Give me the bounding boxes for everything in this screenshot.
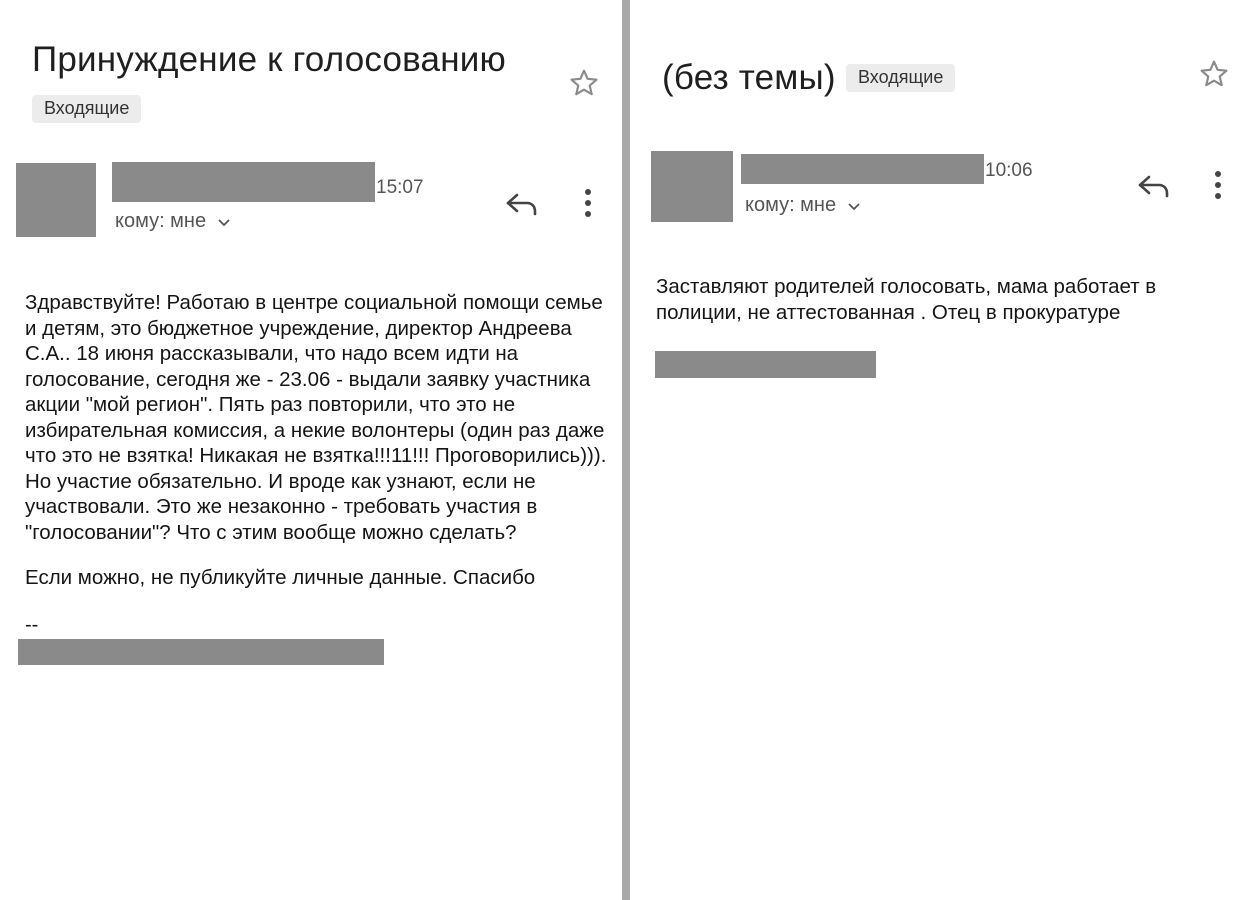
email-subject: Принуждение к голосованию (32, 40, 506, 79)
more-vert-icon (1213, 170, 1223, 200)
email-subject: (без темы) (662, 58, 836, 97)
signature-redacted (18, 639, 384, 665)
body-paragraph: Заставляют родителей голосовать, мама работает в полиции, не аттестованная . Отец в прокуратуре (656, 275, 1157, 324)
recipient-text: кому: мне (745, 194, 837, 216)
reply-icon (1137, 172, 1171, 200)
email-body (25, 290, 610, 591)
signature-separator: -- (25, 614, 39, 636)
email-time: 10:06 (985, 160, 1033, 181)
sender-avatar[interactable] (16, 163, 96, 237)
panel-divider (622, 0, 630, 900)
email-view-left (0, 0, 622, 900)
recipient-text: кому: мне (115, 210, 207, 232)
star-icon[interactable] (1198, 58, 1230, 90)
recipient-details-toggle[interactable] (745, 194, 862, 217)
inbox-label-chip[interactable]: Входящие (32, 95, 141, 123)
reply-button[interactable] (1136, 168, 1172, 204)
signature-redacted (655, 351, 876, 378)
reply-button[interactable] (504, 186, 540, 222)
reply-icon (505, 190, 539, 218)
sender-name-redacted[interactable] (112, 162, 375, 202)
recipient-details-toggle[interactable] (115, 210, 232, 233)
body-paragraph: Здравствуйте! Работаю в центре социальной помощи семье и детям, это бюджетное учреждение, директор Андреева С.А.. 18 июня рассказывали, что надо всем идти на голосование, сегодня же - 23.06 - выдали заявку участника акции "мой регион". Пять раз повторили, что это не избирательная комиссия, а некие волонтеры (один раз даже что это не взятка! Никакая не взятка!!!11!!! Проговорились))). Но участие обязательно. И вроде как узнают, если не участвовали. Это же незаконно - требовать участия в "голосовании"? Что с этим вообще можно сделать? (25, 291, 607, 544)
body-paragraph: Если можно, не публикуйте личные данные. Спасибо (25, 566, 536, 589)
sender-name-redacted[interactable] (741, 154, 984, 184)
sender-avatar[interactable] (651, 151, 733, 222)
email-view-right (630, 0, 1250, 900)
email-body (656, 274, 1226, 325)
chevron-down-icon (846, 198, 862, 214)
more-options-button[interactable] (570, 185, 606, 221)
more-vert-icon (583, 188, 593, 218)
inbox-label-chip[interactable]: Входящие (846, 64, 955, 92)
email-time: 15:07 (376, 177, 424, 198)
chevron-down-icon (216, 214, 232, 230)
more-options-button[interactable] (1200, 167, 1236, 203)
star-icon[interactable] (568, 67, 600, 99)
